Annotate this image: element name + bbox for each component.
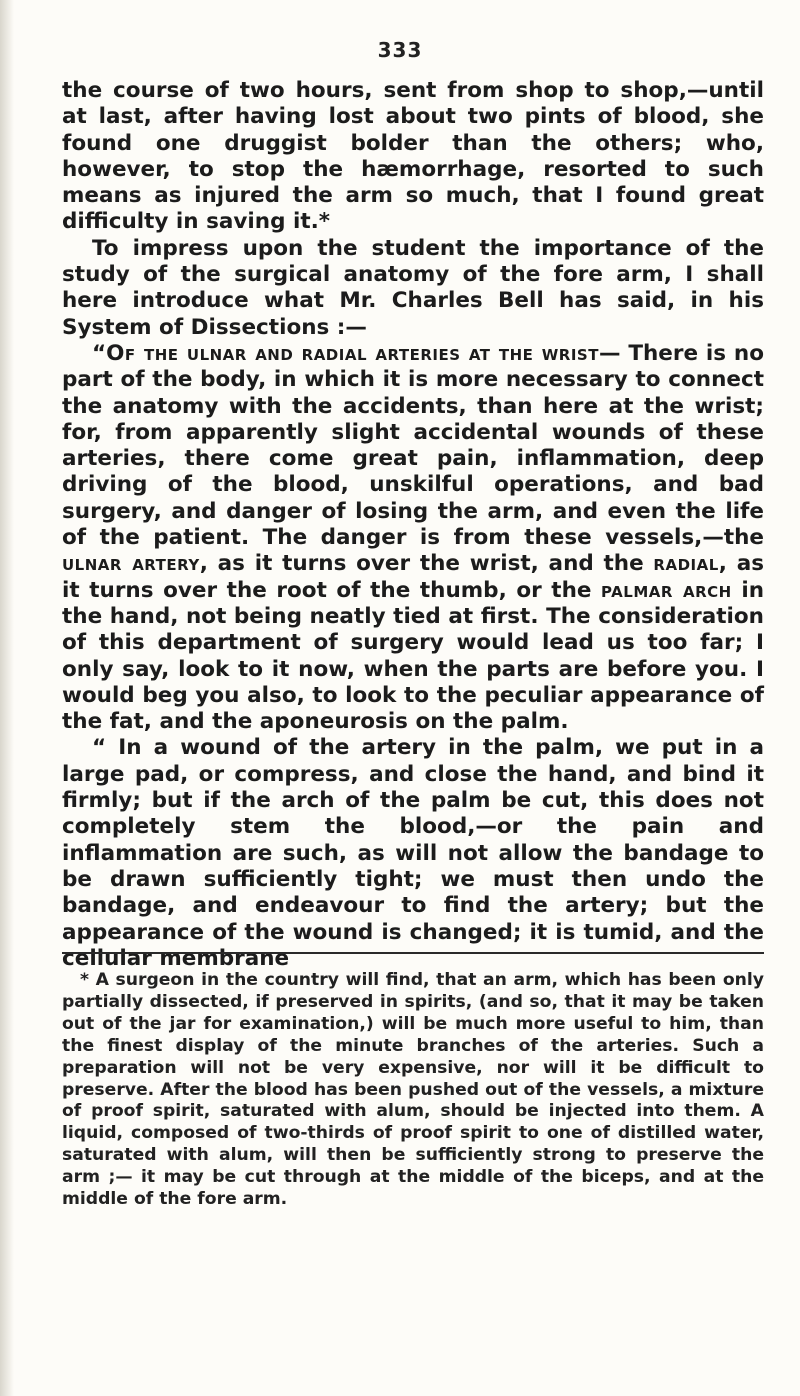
footnote-divider (62, 952, 764, 954)
page-number: 333 (377, 38, 423, 62)
section-heading: Of the ulnar and radial arteries at the wrist (106, 340, 599, 366)
term-palmar-arch: palmar arch (601, 577, 732, 603)
open-quote: “ (92, 340, 107, 366)
quote-text-c: , as it turns over the root of the thumb, or the (62, 551, 764, 603)
main-text (62, 78, 764, 972)
term-radial: radial (653, 551, 719, 577)
footnote-text: * A surgeon in the country will find, that an arm, which has been only partially dissected, if preserved in spirits, (and so, that it may be taken out of the jar for examination,) will be much more useful to him, than the finest display of the minute branches of the arteries. Such a preparation will not be very expensive, nor will it be difficult to preserve. After the blood has been pushed out of the vessels, a mixture of proof spirit, saturated with alum, should be injected into them. A liquid, composed of two-thirds of proof spirit to one of distilled water, saturated with alum, will then be sufficiently strong to preserve the arm ;— it may be cut through at the middle of the biceps, and at the middle of the fore arm. (62, 970, 764, 1210)
quote-text-a: — There is no part of the body, in which it is more necessary to connect the anatomy with the accidents, than here at the wrist; for, from apparently slight accidental wounds of these arteries, there come great pain, inflammation, deep driving of the blood, unskilful operations, and bad surgery, and danger of losing the arm, and even the life of the patient. The danger is from these vessels,—the (62, 340, 764, 551)
paragraph-palm-wound: “ In a wound of the artery in the palm, we put in a large pad, or compress, and close the hand, and bind it firmly; but if the arch of the palm be cut, this does not completely stem the blood,—or the pain and inflammation are such, as will not allow the bandage to be drawn sufficiently tight; we must then undo the bandage, and endeavour to find the artery; but the appearance of the wound is changed; it is tumid, and the cellular membrane (62, 735, 764, 971)
footnote (62, 970, 764, 1211)
paragraph-continuation: the course of two hours, sent from shop to shop,—until at last, after having lost about two pints of blood, she found one druggist bolder than the others; who, however, to stop the hæmorrhage, resorted to such means as injured the arm so much, that I found great difficulty in saving it.* (62, 78, 764, 235)
paragraph-quote-bell (62, 341, 764, 735)
quote-text-b: , as it turns over the wrist, and the (199, 551, 654, 577)
term-ulnar-artery: ulnar artery (62, 551, 200, 577)
page-edge-shadow (0, 0, 14, 1396)
quote-text-d: in the hand, not being neatly tied at first. The consideration of this department of surgery would lead us too far; I only say, look to it now, when the parts are before you. I would beg you also, to look to the peculiar appearance of the fat, and the aponeurosis on the palm. (62, 577, 764, 735)
paragraph-intro: To impress upon the student the importance of the study of the surgical anatomy of the fore arm, I shall here introduce what Mr. Charles Bell has said, in his System of Dissections :— (62, 235, 764, 340)
